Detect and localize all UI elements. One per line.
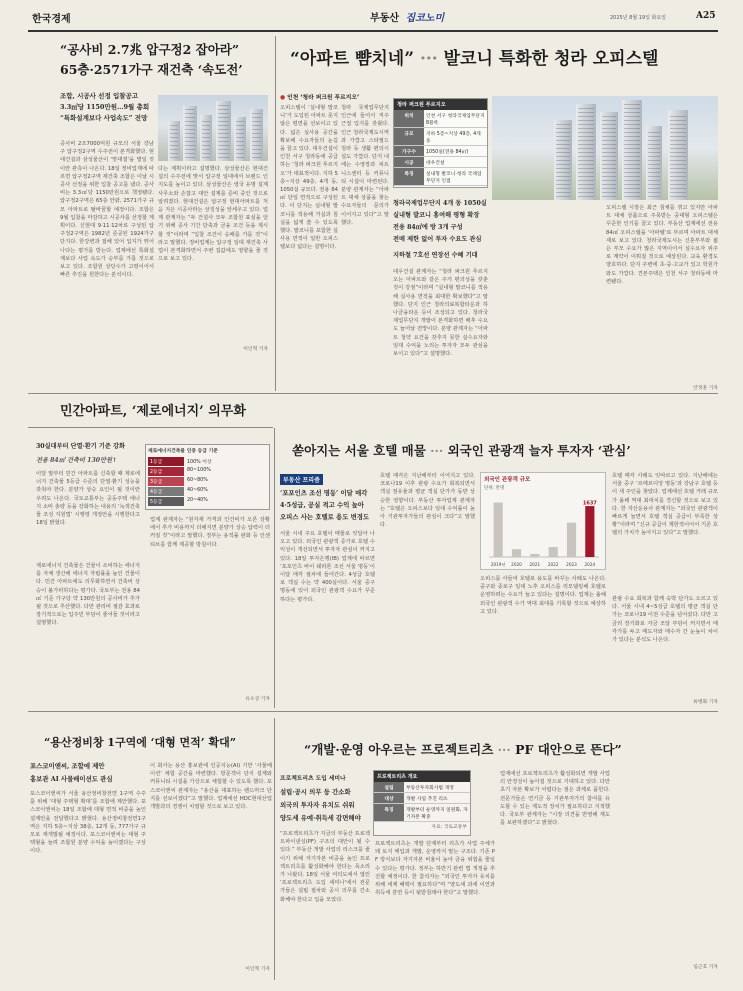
divider-horizontal-2 (28, 711, 718, 712)
article5-headline: “용산정비창 1구역에 ‘대형 면적’ 확대” (44, 736, 237, 749)
grade-row: 2등급 80~100% (150, 468, 211, 475)
article2-callout-1: 청라국제업무단지 4개 동 1050실 (393, 200, 487, 207)
article4-body-2: 호텔 매각은 지난해부터 이어지고 있다. 코로나19 이후 관광 수요가 회복되면서 객실 점유율과 평균 객실 단가가 동반 상승한 영향이다. 부동산 투자업계 관계자는 “호텔은 오피스보다 임대 수익률이 높아 기관투자가들의 관심이 크다”고 말했다. (380, 473, 475, 529)
divider-horizontal-1 (28, 393, 718, 394)
article4-chart (480, 472, 606, 570)
article6-label: 프로젝트리츠 도입 세미나 (280, 776, 346, 782)
chart-tick-label: 2020 (511, 562, 522, 567)
article6-body-2: 프로젝트리츠는 개발 단계부터 리츠가 사업 주체가 돼 토지 매입과 개발, 운영까지 맡는 구조다. 기존 PF 방식보다 자기자본 비율이 높아 금융 위험을 줄일 수 있다는 평가다. 정부는 하반기 관련 법 개정을 추진할 예정이다. 한 참석자는 “외국인 투자자 유치를 위해 세제 혜택이 필요하다”며 “양도세 과세 이연과 취득세 감면 등이 뒷받침돼야 한다”고 말했다. (375, 841, 495, 897)
article3-body-2: 제로에너지 건축물은 건물이 소비하는 에너지를 자체 생산해 에너지 자립률을 높인 건물이다. 민간 아파트에도 의무화하면서 건축비 상승이 불가피하다는 평가다. 국토부는 전용 84㎡ 기준 가구당 약 130만원의 공사비가 추가될 것으로 추산했다. 다만 관리비 절감 효과로 장기적으로는 입주민 부담이 줄어들 것이라고 설명했다. (36, 563, 140, 627)
info-row: 대상 개발 사업 추진 리츠 (374, 793, 470, 804)
article6-headline-2: PF 대안으로 뜬다” (515, 742, 622, 757)
article3-headline: 민간아파트, ‘제로에너지’ 의무화 (60, 404, 246, 419)
chart-title: 외국인 관광객 규모 (484, 477, 531, 483)
article2-info-box (393, 98, 488, 188)
article2-callout-5: 지하철 7호선 연장선 수혜 기대 (393, 252, 478, 259)
article1-headline-1: “공사비 2.7兆 압구정2 잡아라” (60, 42, 240, 57)
info-row: 규모 지하 5층~지상 49층, 4개 동 (394, 128, 487, 146)
article2-info-table (394, 110, 487, 186)
article2-body-1: 오피스텔이 ‘실내형 발코니’가 도입된 아파트 못지않은 평면을 선보이고 있다. 넓은 실사용 공간을 확보해 수요자들의 눈길을 끌고 있다. 대우건설이 인천 서구 청라동에 공급하는 ‘청라 퍼크원 푸르지오’가 대표적이다. 지하 5층~지상 49층, 4개 동, 1050실 규모다. 전용 84㎡ 단일 면적으로 구성된다. 이 단지는 실내형 발코니를 적용해 거실과 침실을 넓게 쓸 수 있도록 했다. 발코니를 포함한 실사용 면적이 일반 오피스텔보다 넓다는 설명이다. (280, 105, 338, 251)
chart-tick-label: 2019년 (490, 562, 506, 567)
article1-byline: 이인혁 기자 (243, 347, 268, 352)
article6-body-1: “프로젝트리츠가 지금의 부동산 프로젝트파이낸싱(PF) 구조의 대안이 될 수 있다.” 부동산 개발 사업의 리스크를 줄이기 위해 자기자본 비중을 높인 프로젝트리츠를 활성화해야 한다는 목소리가 나왔다. 18일 서울 여의도에서 열린 ‘프로젝트리츠 도입 세미나’에서 전문가들은 설립 절차와 공시 의무를 간소화해야 한다고 입을 모았다. (280, 831, 370, 903)
article6-headline: “개발·운영 아우르는 프로젝트리츠 ··· PF 대안으로 뜬다” (304, 742, 622, 757)
article4-headline: 쏟아지는 서울 호텔 매물 ··· 외국인 관광객 늘자 투자자 ‘관심’ (292, 443, 631, 458)
article6-lead-3: 양도세 유예·취득세 감면해야 (280, 814, 361, 822)
article6-headline-1: “개발·운영 아우르는 프로젝트리츠 (304, 742, 494, 757)
article2-col-mid: 대우건설 관계자는 “청라 퍼크원 푸르지오는 아파트와 같은 주거 편의성을 갖춘 것이 강점”이라며 “실내형 발코니를 적용해 실사용 면적을 최대한 확보했다”고 말했다. 단지 인근 청라의료복합타운과 하나금융타운 등이 조성되고 있다. 청라국제업무단지 개발이 본격화하면 배후 수요도 늘어날 전망이다. 분양 관계자는 “아파트 청약 요건을 갖추지 못한 실수요자와 임대 수익을 노리는 투자자 모두 관심을 보이고 있다”고 설명했다. (393, 269, 488, 358)
grade-row: 1등급 100% 이상 (148, 457, 267, 466)
article3-subhead-2: 전용 84㎡ 건축비 130만원↑ (36, 457, 118, 464)
article6-col-right (614, 770, 718, 960)
article2-body-2: 청라 국제업무단지 인근에 들어서 직주근접 입지를 갖췄다. 인근 청라국제도시역과 가깝고 스타필드 청라 등 생활 편의시설도 가깝다. 단지 내에는 수영장과 피트니스센터 등 커뮤니티 시설이 마련된다. 분양 관계자는 “아파트 대체 상품을 찾는 수요자들의 문의가 이어지고 있다”고 말했다. (341, 105, 389, 226)
article4-lead-1: ‘포포인츠 조선 명동’ 이달 매각 (280, 489, 368, 497)
article4-lead-3: 오피스 사는 호텔로 용도 변경도 (280, 513, 370, 521)
article4-body-3: 오피스를 사들여 호텔로 용도를 바꾸는 사례도 나온다. 중구와 종로구 일대 노후 오피스를 리모델링해 호텔로 운영하려는 수요가 늘고 있다는 설명이다. 업계는 올해 외국인 관광객 수가 역대 최대를 기록할 것으로 예상하고 있다. (480, 576, 606, 615)
article3-subhead-1: 30실대부터 단열·환기 기준 강화 (36, 443, 125, 450)
article3-byline: 유오상 기자 (245, 697, 270, 702)
divider-vertical-bottom (274, 718, 275, 980)
article1-body-right: 다는 계획이라고 설명했다. 삼성물산은 현대건설의 수주전에 맞서 압구정 일대에서 브랜드 인지도를 높이고 있다. 삼성물산은 영국 유명 설계사무소와 손잡고 대안 설계를 준비 중인 것으로 알려졌다. 현대건설은 압구정 현대아파트를 처음 지은 시공사라는 상징성을 앞세우고 있다. 업계 관계자는 “두 건설사 모두 조합원 표심을 얻기 위해 공사 기간 단축과 금융 조건 등을 제시할 것”이라며 “입찰 조건이 승패를 가를 것”이라고 말했다. 정비업계는 압구정 일대 재건축 사업이 본격화하면서 주변 집값에도 영향을 줄 것으로 보고 있다. (158, 166, 268, 263)
article3-grade-table (145, 444, 270, 510)
article1-photo (158, 95, 268, 161)
article4-headline-1: 쏟아지는 서울 호텔 매물 (292, 443, 426, 458)
article3-body-3: 업계 관계자는 “원자재 가격과 인건비가 오른 상황에서 추가 비용까지 더해지면 분양가 상승 압력이 더 커질 것”이라고 말했다. 정부는 용적률 완화 등 인센티브를 함께 제공할 방침이다. (150, 517, 270, 548)
chart-bar (549, 547, 558, 557)
article6-body-3: 업계에선 프로젝트리츠가 활성화되면 개발 사업의 안정성이 높아질 것으로 기대하고 있다. 다만 초기 자본 확보가 어렵다는 점은 과제로 꼽힌다. 전문가들은 연기금 등 기관투자가의 참여를 유도할 수 있는 제도적 장치가 필요하다고 지적했다. 국토부 관계자는 “시장 의견을 반영해 제도를 보완하겠다”고 밝혔다. (500, 771, 610, 827)
info-row: 가구수 1050실(전용 84㎡) (394, 146, 487, 157)
chart-bar (567, 523, 576, 557)
article5-byline: 이인혁 기자 (245, 967, 270, 972)
article1-headline-2: 65층·2571가구 재건축 ‘속도전’ (60, 62, 243, 77)
article6-info-box (373, 770, 471, 836)
chart-tick-label: 2021 (529, 562, 541, 567)
chart-bar (494, 503, 503, 557)
chart-plot (481, 495, 605, 569)
article5-subhead-2: 홍보관 AI 사물배이션도 관심 (30, 775, 113, 783)
article4-headline-2: 외국인 관광객 늘자 투자자 ‘관심’ (447, 443, 631, 458)
article2-headline-1: “아파트 뺨치네” (290, 49, 415, 69)
article3-body-1: 이달 말부터 민간 아파트를 신축할 때 제로에너지 건축물 5등급 수준의 단열·환기 성능을 갖춰야 한다. 분양가 상승 요인이 될 것이란 우려도 나온다. 국토교통부는 공동주택 에너지 소비 총량 등을 강화하는 내용의 ‘녹색건축물 조성 지원법’ 시행령 개정안을 시행한다고 18일 밝혔다. (36, 471, 140, 527)
article2-headline-2: 발코니 특화한 청라 오피스텔 (443, 49, 659, 69)
masthead (0, 0, 743, 34)
masthead-date: 2025년 8월 19일 화요일 (610, 15, 667, 21)
page-number: A25 (696, 11, 716, 21)
grade-row: 5등급 20~40% (150, 498, 208, 505)
article1-body-left: 공사비 2조7000억원 규모의 서울 강남구 압구정2구역 수주전이 본격화했다. 현대건설과 삼성물산이 ‘맞대결’을 벌일 것이란 관측이 나온다. 18일 정비업계에 따르면 압구정2구역 재건축 조합은 이날 시공사 선정을 위한 입찰 공고를 냈다. 공사비는 3.3㎡당 1150만원으로 책정됐다. 압구정2구역은 65층 안팎, 2571가구 규모 아파트로 탈바꿈할 예정이다. 조합은 9월 입찰을 마감하고 시공사를 선정할 계획이다. 신현대 9·11·12차로 구성된 압구정2구역은 1982년 준공된 1924가구 단지다. 한강변과 접해 있어 입지가 뛰어나다는 평가를 받는다. 업계에선 특화설계보다 사업 속도가 승부를 가를 것으로 보고 있다. 조합원 상당수가 고령이어서 빠른 추진을 원한다는 분석이다. (60, 141, 154, 279)
article6-table-source: 자료: 국토교통부 (431, 825, 467, 830)
chart-data-label: 1637 (582, 500, 597, 507)
divider-vertical-mid (274, 428, 275, 708)
grade-row: 4등급 40~60% (150, 488, 208, 495)
chart-bar (512, 549, 521, 557)
article4-col-right-2: 관광 수요 회복과 함께 숙박 단가도 오르고 있다. 서울 시내 4~5성급 호텔의 평균 객실 단가는 코로나19 이전 수준을 넘어섰다. 다만 고금리 장기화로 자금 조달 부담이 커지면서 매각가를 두고 매도자와 매수자 간 눈높이 차이가 있다는 분석도 나온다. (612, 596, 718, 644)
article6-byline: 임근호 기자 (693, 965, 718, 970)
article2-byline: 안정훈 기자 (693, 386, 718, 391)
article2-label: ● 인천 ‘청라 퍼크원 푸르지오’ (280, 95, 360, 101)
chart-tick-label: 2023 (566, 562, 577, 567)
info-row: 시공 대우건설 (394, 157, 487, 168)
article4-byline: 류병화 기자 (693, 700, 718, 705)
chart-tick-label: 2024 (584, 562, 596, 567)
article2-info-title: 청라 퍼크원 푸르지오 (394, 99, 487, 110)
article4-label: 부동산 프리즘 (280, 474, 323, 485)
article3-rule (28, 427, 273, 428)
article6-table-title: 프로젝트리츠 개요 (374, 771, 470, 782)
article4-col-right-1: 호텔 매각 사례도 잇따르고 있다. 지난해에는 서울 중구 ‘르메르디앙 명동’과 강남구 호텔 등이 새 주인을 찾았다. 업계에선 호텔 거래 규모가 올해 역대 최대치를 경신할 것으로 보고 있다. 한 자산운용사 관계자는 “외국인 관광객이 빠르게 늘면서 호텔 객실 공급이 부족한 상황”이라며 “신규 공급이 제한적이어서 기존 호텔의 가치가 높아지고 있다”고 말했다. (612, 473, 719, 537)
info-row: 특징 개발부터 운영까지 일원화, 자기자본 확충 (374, 804, 470, 822)
article2-col-center (492, 204, 602, 388)
section-brand: 집코노미 (405, 13, 445, 24)
chart-bar (585, 506, 594, 557)
article2-body-1b (280, 226, 338, 384)
paper-name: 한국경제 (32, 14, 71, 25)
article1-subhead-2: 3.3㎡당 1150만원…9월 총회 (60, 103, 150, 111)
article6-lead-2: 외국의 투자자 유치도 쉬워 (280, 801, 355, 809)
info-row: 설립 부동산투자회사법 개정 (374, 782, 470, 793)
article4-lead-2: 4·5성급, 공실 적고 수익 높아 (280, 501, 364, 509)
article3-table-title: 제로에너지건축물 인증 등급 기준 (148, 449, 218, 454)
chart-unit: 단위: 만명 (484, 486, 505, 491)
article5-body-1: 포스코이앤씨가 서울 용산정비창전면 1구역 수주를 위해 ‘대형 주택형 확대’를 조합에 제안했다. 포스코이앤씨는 18일 조합에 대형 면적 비중을 높인 설계안을 전달했다고 밝혔다. 용산정비창전면1구역은 지하 5층~지상 38층, 12개 동, 777가구 규모로 재개발될 예정이다. 포스코이앤씨는 대형 주택형을 늘려 조합원 분양 수익을 높이겠다는 구상이다. (30, 791, 146, 855)
article2-label-bullet: ● (280, 95, 286, 101)
article2-headline: “아파트 뺨치네” ··· 발코니 특화한 청라 오피스텔 (290, 49, 659, 69)
article5-subhead-1: 포스코이앤씨, 조합에 제안 (30, 762, 105, 770)
article1-subhead-3: “특화설계보다 사업속도” 전망 (60, 114, 148, 122)
article1-subhead-1: 조합, 시공사 선정 입찰공고 (60, 92, 139, 100)
article5-body-2: 이 회사는 용산 홍보관에 인공지능(AI) 기반 ‘사물배이션’ 체험 공간을 마련했다. 방문객이 단지 설계와 커뮤니티 시설을 가상으로 체험할 수 있도록 했다. 포스코이앤씨 관계자는 “용산을 대표하는 랜드마크 단지를 선보이겠다”고 말했다. 업계에선 HDC현대산업개발과의 경쟁이 치열할 것으로 보고 있다. (150, 763, 272, 811)
section-label (370, 9, 444, 24)
info-row: 위치 인천 서구 청라국제업무단지 8블록 (394, 110, 487, 128)
article6-table (374, 782, 470, 822)
article2-rendering-photo (492, 96, 718, 200)
masthead-rule (28, 30, 718, 32)
article2-callout-4: 전매 제한 없어 투자 수요도 관심 (393, 236, 482, 243)
article2-col-right: 오피스텔 시장은 최근 침체를 겪고 있지만 아파트 대체 상품으로 주목받는 중대형 오피스텔은 꾸준한 인기를 끌고 있다. 부동산 업계에선 전용 84㎡ 오피스텔을 ‘아파텔’로 부르며 아파트 대체재로 보고 있다. 청라국제도시는 신혼부부와 젊은 부모 수요가 많은 지역이어서 실수요자 위주로 계약이 이뤄질 것으로 예상된다. 교육 환경도 양호하다. 단지 주변에 초·중·고교가 있고 학원가와도 가깝다. 견본주택은 인천 서구 청라동에 마련됐다. (606, 205, 718, 285)
chart-tick-label: 2022 (547, 562, 559, 567)
divider-vertical-top (275, 36, 276, 391)
chart-bar (530, 554, 539, 557)
article2-callout-3: 전용 84㎡에 방 3개 구성 (393, 224, 463, 231)
info-row: 특징 실내형 발코니·청라 국제업무단지 인접 (394, 168, 487, 186)
article4-body-1: 서울 시내 주요 호텔이 매물로 잇달아 나오고 있다. 외국인 관광객 증가로 호텔 수익성이 개선되면서 투자자 관심이 커지고 있다. 18일 투자은행(IB) 업계에 따르면 ‘포포인츠 바이 쉐라톤 조선 서울 명동’이 이달 매각 절차에 들어간다. 4성급 호텔로 객실 수는 약 400실이다. 서울 중구 명동에 있어 외국인 관광객 수요가 꾸준하다는 평가다. (280, 531, 375, 603)
article6-lead-1: 설립·공시 의무 등 간소화 (280, 788, 351, 796)
grade-row: 3등급 60~80% (150, 478, 208, 485)
section-name: 부동산 (370, 13, 399, 24)
article2-callout-2: 실내형 발코니 홍여해 평형 확장 (393, 212, 480, 219)
